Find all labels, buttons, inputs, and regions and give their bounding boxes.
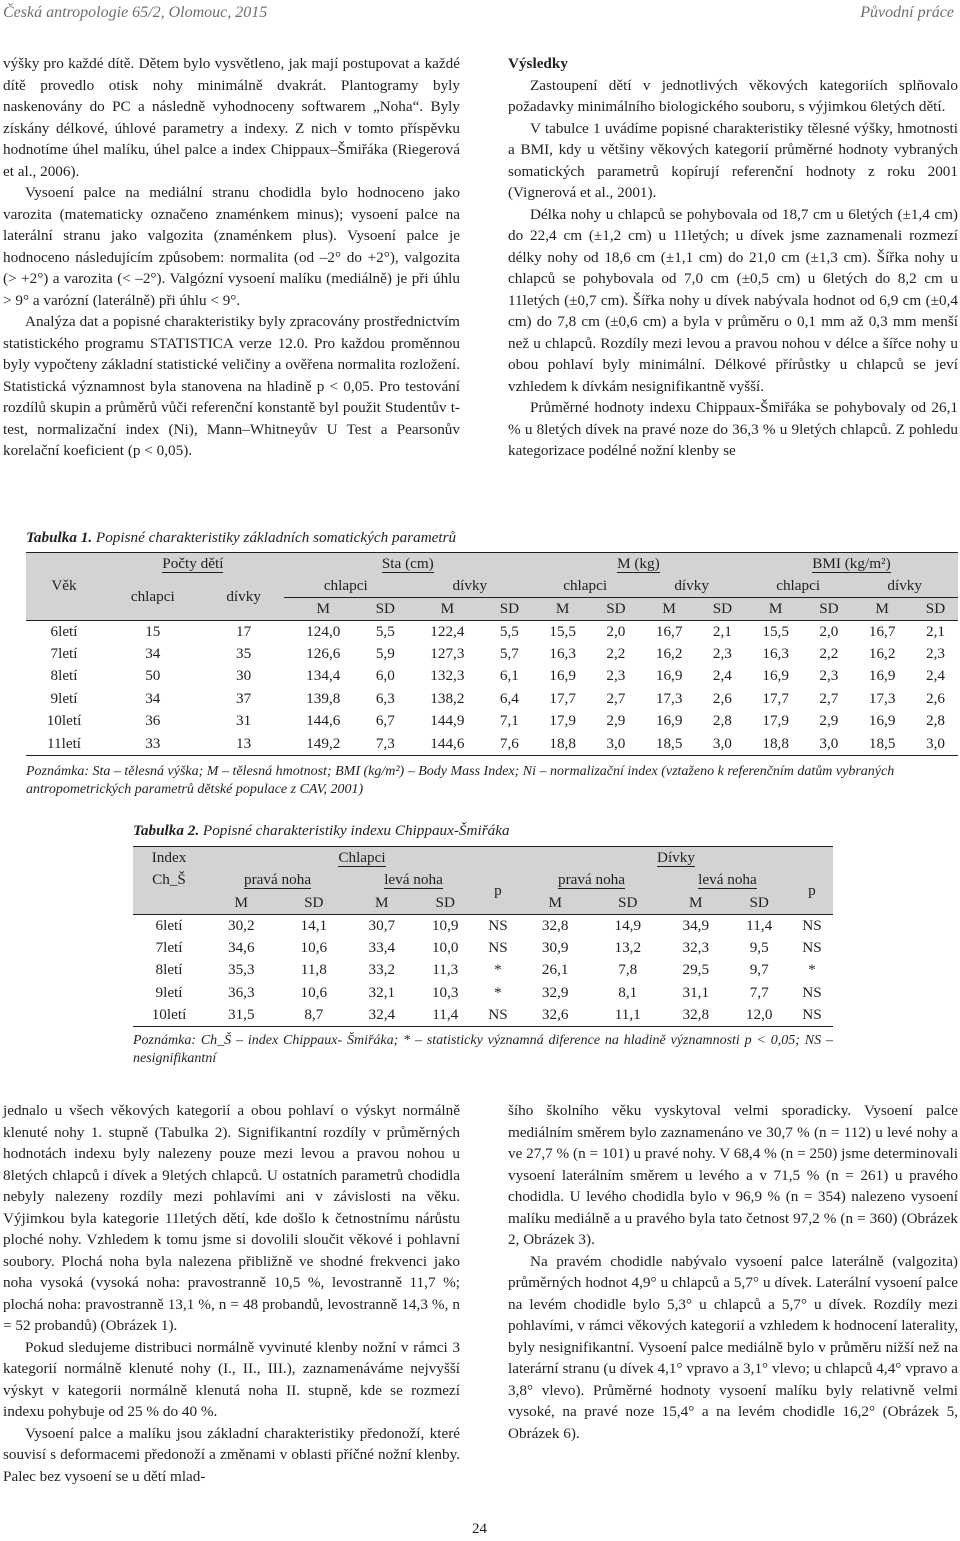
header-chlapci: chlapci bbox=[563, 577, 608, 594]
table2-body bbox=[133, 914, 833, 1027]
table-cell: 18,8 bbox=[532, 733, 594, 756]
table-cell: 2,8 bbox=[712, 712, 732, 730]
table-cell: 3,0 bbox=[593, 733, 638, 756]
table-cell: 17,9 bbox=[762, 712, 789, 730]
table-row bbox=[26, 710, 958, 733]
table-cell: 144,9 bbox=[430, 712, 465, 730]
row-label: 9letí bbox=[50, 689, 78, 707]
table-cell: 18,5 bbox=[638, 733, 700, 756]
header-divky: dívky bbox=[226, 588, 261, 606]
table-cell: 10,6 bbox=[300, 938, 328, 956]
table-cell: 18,5 bbox=[851, 733, 913, 756]
table-cell: 2,3 bbox=[819, 667, 839, 685]
bottom-left-column bbox=[3, 1100, 460, 1487]
table-cell: NS bbox=[802, 983, 822, 1001]
table2-caption-label: Tabulka 2. bbox=[133, 822, 200, 839]
section-label: Původní práce bbox=[860, 4, 954, 21]
row-label: 6letí bbox=[133, 914, 205, 937]
table-cell: 7,1 bbox=[499, 712, 519, 730]
table-cell: 32,4 bbox=[350, 1004, 413, 1027]
table-cell: 8,7 bbox=[278, 1004, 351, 1027]
table-cell: 2,8 bbox=[925, 712, 945, 730]
paragraph: Analýza dat a popisné charakteristiky byly zpracovány prostřednictvím statistického programu STATISTICA verze 12.0. Pro každou proměnnou byly vypočteny základní statistické veličiny a ověřena normalita rozložení. Statistická významnost byla stanovena na hladině p < 0,05. Pro testování rozdílů skupin a průměrů vůči referenční konstantě byl použit Studentův t-test, normalizační index (Ni), Mann–Whitneyův U Test a Pearsonův korelační koeficient (p < 0,05). bbox=[3, 313, 460, 459]
table-cell: 124,0 bbox=[284, 620, 363, 643]
header-m-stat: M bbox=[408, 598, 487, 621]
paragraph: Délka nohy u chlapců se pohybovala od 18,7 cm u 6letých (±1,4 cm) do 22,4 cm (±1,2 cm) u 11letých; u dívek jsme zaznamenali rozmezí délky nohy od 18,6 cm (±1,1 cm) do 21,0 cm (±1,3 cm). Šířka nohy u chlapců se pohybovala od 7,0 cm (±0,5 cm) u 6letých do 8,2 cm u 11letých (±0,7 cm). Šířka nohy u dívek nabývala hodnot od 6,9 cm (±0,4 cm) do 7,8 cm (±0,6 cm) a byla v průměru o 0,1 mm až 0,3 mm menší než u chlapců. Rozdíly mezi levou a pravou nohou v délce a šířce nohy u obou pohlaví byly minimální. Délkové přírůstky u chlapců se jeví vzhledem k dívkám nesignifikantně vyšší. bbox=[508, 205, 958, 395]
table-cell: 10,3 bbox=[431, 983, 459, 1001]
table-cell: 7,8 bbox=[618, 961, 638, 979]
table-cell: 17,7 bbox=[549, 689, 576, 707]
table-cell: 33,4 bbox=[368, 938, 396, 956]
header-m-stat: M bbox=[375, 893, 389, 911]
row-label: 9letí bbox=[155, 983, 183, 1001]
table-row bbox=[26, 688, 958, 711]
table-cell: 16,9 bbox=[655, 667, 683, 685]
table-cell: 34 bbox=[145, 644, 161, 662]
header-m-stat: M bbox=[745, 598, 807, 621]
table-cell: 34,9 bbox=[664, 914, 727, 937]
table-cell: 35 bbox=[236, 644, 252, 662]
table-cell: 16,2 bbox=[868, 644, 896, 662]
table-cell: 31,5 bbox=[205, 1004, 278, 1027]
table-cell: * bbox=[494, 983, 502, 1001]
table-cell: 50 bbox=[145, 667, 161, 685]
row-label: 10letí bbox=[133, 1004, 205, 1027]
table-cell: 144,6 bbox=[408, 733, 487, 756]
table-cell: 2,3 bbox=[712, 644, 732, 662]
table-cell: 2,9 bbox=[819, 712, 839, 730]
header-chlapci: Chlapci bbox=[205, 847, 519, 870]
table-cell: 17,9 bbox=[549, 712, 576, 730]
table-cell: 16,7 bbox=[851, 620, 913, 643]
table-cell: 11,4 bbox=[727, 914, 790, 937]
header-p: p bbox=[808, 882, 816, 900]
table-cell: 2,6 bbox=[925, 689, 945, 707]
table-cell: 7,6 bbox=[487, 733, 532, 756]
table-row bbox=[133, 959, 833, 982]
table-cell: 16,9 bbox=[655, 712, 683, 730]
table-cell: 33,2 bbox=[368, 961, 396, 979]
header-m-stat: M bbox=[284, 598, 363, 621]
header-m: M (kg) bbox=[532, 553, 745, 576]
table1-caption-text: Popisné charakteristiky základních somatických parametrů bbox=[95, 529, 457, 546]
header-divky: dívky bbox=[887, 577, 922, 594]
table-row bbox=[26, 643, 958, 666]
table-cell: NS bbox=[488, 938, 508, 956]
table-cell: 14,1 bbox=[278, 914, 351, 937]
header-prava-noha: pravá noha bbox=[244, 871, 312, 889]
table-cell: 18,8 bbox=[745, 733, 807, 756]
row-label: 11letí bbox=[26, 733, 102, 756]
table-cell: 33 bbox=[102, 733, 204, 756]
table1-caption-label: Tabulka 1. bbox=[26, 529, 93, 546]
table-cell: 2,4 bbox=[925, 667, 945, 685]
table-row bbox=[26, 665, 958, 688]
table-cell: NS bbox=[791, 914, 833, 937]
table-cell: 3,0 bbox=[913, 733, 958, 756]
table-cell: 32,3 bbox=[682, 938, 710, 956]
header-m-stat: M bbox=[638, 598, 700, 621]
top-left-column bbox=[3, 53, 460, 462]
table-cell: * bbox=[808, 961, 816, 979]
table-row bbox=[26, 620, 958, 643]
table-cell: 2,7 bbox=[606, 689, 626, 707]
table2-note: Poznámka: Ch_Š – index Chippaux- Šmiřáka; * – statisticky významná diference na hladině významnosti p < 0,05; NS – nesignifikantní bbox=[133, 1033, 833, 1066]
table-cell: 5,5 bbox=[363, 620, 408, 643]
header-m-stat: M bbox=[548, 893, 562, 911]
table-cell: 2,2 bbox=[819, 644, 839, 662]
table-cell: 2,4 bbox=[712, 667, 732, 685]
section-heading-results: Výsledky bbox=[508, 55, 568, 72]
paragraph: šího školního věku vyskytoval velmi sporadicky. Vysoení palce mediálním směrem bylo zaznamenáno ve 30,7 % (n = 112) u levé nohy a ve 27,7 % (n = 101) u pravé nohy. V 68,4 % (n = 250) jsme determinovali vysoení laterálním směrem u levého a v 71,5 % (n = 261) u pravého chodidla. U levého chodidla bylo v 96,9 % (n = 354) nalezeno vysoení malíku mediálně a u pravého byla tato četnost 97,2 % (n = 360) (Obrázek 2, Obrázek 3). bbox=[508, 1102, 958, 1248]
table1-caption bbox=[26, 529, 456, 547]
header-m-stat: M bbox=[234, 893, 249, 911]
table-cell: 31,1 bbox=[682, 983, 710, 1001]
top-right-column bbox=[508, 53, 958, 462]
header-sd-stat: SD bbox=[304, 893, 324, 911]
header-index: Index bbox=[133, 847, 205, 870]
table-cell: 138,2 bbox=[430, 689, 465, 707]
journal-title: Česká antropologie 65/2, Olomouc, 2015 bbox=[3, 4, 268, 21]
row-label: 10letí bbox=[46, 712, 82, 730]
table-cell: 2,3 bbox=[606, 667, 626, 685]
table-cell: 10,0 bbox=[431, 938, 459, 956]
header-sd-stat: SD bbox=[749, 893, 769, 911]
table-cell: 10,6 bbox=[300, 983, 328, 1001]
row-label: 7letí bbox=[50, 644, 78, 662]
table-cell: 132,3 bbox=[430, 667, 465, 685]
table-cell: 16,9 bbox=[868, 712, 896, 730]
table-cell: 30,2 bbox=[205, 914, 278, 937]
table-cell: 34 bbox=[145, 689, 161, 707]
header-m-stat: M bbox=[532, 598, 594, 621]
header-prava-noha: pravá noha bbox=[557, 871, 626, 889]
paragraph: Průměrné hodnoty indexu Chippaux-Šmiřáka se pohybovaly od 26,1 % u 8letých dívek na pravé noze do 36,3 % u 9letých chlapců. Z pohledu kategorizace podélné nožní klenby se bbox=[508, 399, 958, 459]
table-cell: * bbox=[494, 961, 502, 979]
header-sd-stat: SD bbox=[618, 893, 638, 911]
header-sd-stat: SD bbox=[593, 598, 638, 621]
table-cell: 16,2 bbox=[655, 644, 683, 662]
table-cell: 127,3 bbox=[430, 644, 465, 662]
header-leva-noha: levá noha bbox=[384, 871, 443, 889]
table-row bbox=[133, 1004, 833, 1027]
table-cell: 15,5 bbox=[532, 620, 594, 643]
table-cell: 9,5 bbox=[749, 938, 769, 956]
table-cell: 7,7 bbox=[749, 983, 769, 1001]
row-label: 6letí bbox=[26, 620, 102, 643]
paragraph: Na pravém chodidle nabývalo vysoení palce laterálně (valgozita) průměrných hodnot 4,9° u chlapců a 5,7° u dívek. Laterální vysoení palce na levém chodidle bylo 5,3° u chlapců a 5,7° u dívek. Rozdíly mezi pohlavími, v rámci věkových kategorií a vzhledem k hodnocení laterality, byly nesignifikantní. Vysoení palce mediálně bylo v průměru nižší než na laterární stranu (u dívek 4,1° vpravo a 3,1° vlevo; u chlapců 4,4° vpravo a 3,8° vlevo). Průměrné hodnoty vysoení malíku byly relativně velmi vysoké, na pravé noze 15,4° a na levém chodidle 16,2° (Obrázek 5, Obrázek 6). bbox=[508, 1252, 958, 1442]
header-divky: dívky bbox=[452, 577, 488, 594]
paragraph: Zastoupení dětí v jednotlivých věkových kategoriích splňovalo požadavky minimálního biologického souboru, s výjimkou 6letých dětí. bbox=[508, 76, 958, 115]
table-cell: 11,3 bbox=[432, 961, 459, 979]
row-label: 7letí bbox=[155, 938, 183, 956]
table-cell: 30 bbox=[236, 667, 252, 685]
header-vek: Věk bbox=[26, 553, 102, 621]
table-cell: 16,3 bbox=[549, 644, 576, 662]
table-cell: NS bbox=[791, 1004, 833, 1027]
table-cell: 11,1 bbox=[591, 1004, 664, 1027]
table-cell: 13,2 bbox=[614, 938, 642, 956]
table-cell: NS bbox=[477, 1004, 519, 1027]
header-leva-noha: levá noha bbox=[698, 871, 757, 889]
header-m-stat: M bbox=[689, 893, 703, 911]
table-cell: 32,6 bbox=[519, 1004, 592, 1027]
header-chlapci: chlapci bbox=[130, 588, 175, 606]
table-cell: 17,3 bbox=[868, 689, 896, 707]
table-cell: 17,3 bbox=[655, 689, 683, 707]
row-label: 8letí bbox=[155, 961, 183, 979]
table-cell: 2,6 bbox=[712, 689, 732, 707]
header-chlapci: chlapci bbox=[776, 577, 821, 594]
table-cell: 10,9 bbox=[414, 914, 477, 937]
table-cell: 36,3 bbox=[227, 983, 255, 1001]
table-cell: 36 bbox=[145, 712, 161, 730]
table1-body bbox=[26, 620, 958, 755]
header-p: p bbox=[494, 882, 502, 900]
paragraph: Pokud sledujeme distribuci normálně vyvinuté klenby nožní v rámci 3 kategorií normálně klenuté nohy (I., II., III.), zaznamenáváme nejvyšší výskyt v kategorii normálně klenutá noha II. stupně, kde se rozmezí indexu pohybuje od 25 % do 40 %. bbox=[3, 1338, 460, 1420]
table-cell: 2,2 bbox=[606, 644, 626, 662]
header-divky: Dívky bbox=[519, 847, 833, 870]
table-cell: 6,3 bbox=[375, 689, 395, 707]
table-cell: 122,4 bbox=[408, 620, 487, 643]
bottom-right-column bbox=[508, 1100, 958, 1444]
table-cell: 3,0 bbox=[700, 733, 745, 756]
table-cell: 6,7 bbox=[375, 712, 395, 730]
table-cell: 15 bbox=[102, 620, 204, 643]
table-cell: 13 bbox=[204, 733, 284, 756]
table-cell: 2,3 bbox=[925, 644, 945, 662]
table-cell: 37 bbox=[236, 689, 252, 707]
paragraph: V tabulce 1 uvádíme popisné charakteristiky tělesné výšky, hmotnosti a BMI, kdy u většiny věkových kategorií průměrné hodnoty vybraných somatických parametrů kopírují referenční hodnoty z roku 2001 (Vignerová et al., 2001). bbox=[508, 119, 958, 201]
table-cell: 14,9 bbox=[591, 914, 664, 937]
header-sd-stat: SD bbox=[806, 598, 851, 621]
table-cell: 6,0 bbox=[375, 667, 395, 685]
table2 bbox=[133, 846, 833, 1027]
header-sd-stat: SD bbox=[363, 598, 408, 621]
header-chs: Ch_Š bbox=[152, 871, 186, 889]
table-cell: 30,9 bbox=[541, 938, 569, 956]
table1 bbox=[26, 552, 958, 756]
table-cell: 32,8 bbox=[519, 914, 592, 937]
table-cell: 2,0 bbox=[806, 620, 851, 643]
header-divky: dívky bbox=[674, 577, 709, 594]
paragraph: Vysoení palce na mediální stranu chodidla bylo hodnoceno jako varozita (matematicky označeno znaménkem minus); vysoení palce na laterální stranu jako valgozita (znaménkem plus). Vysoení palce je hodnoceno následujícím způsobem: normalita (od –2° do +2°), valgozita (> +2°) a varozita (< –2°). Valgózní vysoení malíku (mediálně) je při úhlu > 9° a varózní (laterálně) při úhlu < 9°. bbox=[3, 184, 460, 309]
header-sd-stat: SD bbox=[487, 598, 532, 621]
table-cell: 31 bbox=[236, 712, 252, 730]
table-cell: 7,3 bbox=[363, 733, 408, 756]
table-cell: 6,1 bbox=[499, 667, 519, 685]
table-cell: 144,6 bbox=[306, 712, 341, 730]
header-empty bbox=[133, 892, 205, 915]
table-cell: 15,5 bbox=[745, 620, 807, 643]
table-cell: 8,1 bbox=[618, 983, 638, 1001]
header-bmi: BMI (kg/m²) bbox=[745, 553, 958, 576]
table-cell: 149,2 bbox=[284, 733, 363, 756]
table-cell: 16,9 bbox=[868, 667, 896, 685]
table-cell: 16,7 bbox=[638, 620, 700, 643]
table-row bbox=[26, 733, 958, 756]
table-cell: 16,3 bbox=[762, 644, 789, 662]
table-cell: 2,1 bbox=[700, 620, 745, 643]
table-cell: 134,4 bbox=[306, 667, 341, 685]
table-cell: 32,1 bbox=[368, 983, 396, 1001]
table-cell: 9,7 bbox=[749, 961, 769, 979]
table-cell: 11,4 bbox=[414, 1004, 477, 1027]
header-m-stat: M bbox=[851, 598, 913, 621]
page-number: 24 bbox=[472, 1521, 487, 1537]
table-cell: 16,9 bbox=[549, 667, 576, 685]
paragraph: jednalo u všech věkových kategorií a obou pohlaví o výskyt normálně klenuté nohy 1. stupně (Tabulka 2). Signifikantní rozdíly v průměrných hodnotách indexu byly nalezeny pouze mezi levou a pravou nohou u 8letých chlapců i dívek a 9letých chlapců. U ostatních parametrů chodidla nebyly nalezeny rozdíly mezi pohlavími ani v závislosti na věku. Výjimkou byla kategorie 11letých dětí, kde došlo k četnostnímu nárůstu ploché nohy. Vzhledem k tomu jsme si dovolili sloučit věkové i pohlavní soubory. Plochá noha byla nalezena přibližně ve shodné frekvenci jako noha vysoká (vysoká noha: pravostranně 10,5 %, levostranně 11,7 %; plochá noha: pravostranně 13,1 %, n = 48 probandů, levostranně 14,3 %, n = 52 probandů) (Obrázek 1). bbox=[3, 1102, 460, 1334]
table-cell: 126,6 bbox=[306, 644, 341, 662]
table-cell: 11,8 bbox=[300, 961, 327, 979]
header-sta: Sta (cm) bbox=[284, 553, 532, 576]
header-sd-stat: SD bbox=[700, 598, 745, 621]
table-cell: 16,9 bbox=[762, 667, 789, 685]
paragraph: Vysoení palce a malíku jsou základní charakteristiky předonoží, které souvisí s deformacemi předonoží a změnami v oblasti příčné nožní klenby. Palec bez vysoení se u dětí mlad- bbox=[3, 1424, 460, 1485]
table-cell: 5,5 bbox=[487, 620, 532, 643]
header-pocty: Počty dětí bbox=[102, 553, 284, 576]
table-cell: 30,7 bbox=[350, 914, 413, 937]
table-cell: 17 bbox=[204, 620, 284, 643]
table-cell: 12,0 bbox=[727, 1004, 790, 1027]
page-header bbox=[0, 4, 960, 26]
table-cell: 5,9 bbox=[375, 644, 395, 662]
table-row bbox=[133, 937, 833, 960]
table-cell: NS bbox=[477, 914, 519, 937]
header-sd-stat: SD bbox=[913, 598, 958, 621]
paragraph: výšky pro každé dítě. Dětem bylo vysvětleno, jak mají postupovat a každé dítě provedlo otisk nohy minimálně dvakrát. Plantogramy byly naskenovány do PC a následně vyhodnoceny softwarem „Noha“. Byly získány délkové, úhlové parametry a indexy. Z nich v tomto příspěvku hodnotíme úhel malíku, úhel palce a index Chippaux–Šmiřáka (Riegerová et al., 2006). bbox=[3, 55, 460, 180]
table2-caption-text: Popisné charakteristiky indexu Chippaux-Šmiřáka bbox=[202, 822, 510, 839]
table-row bbox=[133, 914, 833, 937]
table-cell: 2,1 bbox=[913, 620, 958, 643]
row-label: 8letí bbox=[50, 667, 78, 685]
table-cell: 2,7 bbox=[819, 689, 839, 707]
table1-note: Poznámka: Sta – tělesná výška; M – tělesná hmotnost; BMI (kg/m²) – Body Mass Index; Ni – normalizační index (vztaženo k referenčním datům vybraných antropometrických parametrů dětské populace z CAV, 2001) bbox=[26, 764, 895, 797]
table-row bbox=[133, 982, 833, 1005]
table-cell: 139,8 bbox=[306, 689, 341, 707]
table-cell: 34,6 bbox=[227, 938, 255, 956]
table-cell: NS bbox=[802, 938, 822, 956]
table-cell: 35,3 bbox=[227, 961, 255, 979]
table-cell: 2,0 bbox=[593, 620, 638, 643]
table-cell: 3,0 bbox=[806, 733, 851, 756]
table-cell: 32,9 bbox=[541, 983, 569, 1001]
table2-caption bbox=[133, 822, 510, 840]
table-cell: 6,4 bbox=[499, 689, 519, 707]
table-cell: 29,5 bbox=[682, 961, 710, 979]
table-cell: 26,1 bbox=[541, 961, 569, 979]
table-cell: 5,7 bbox=[499, 644, 519, 662]
table-cell: 17,7 bbox=[762, 689, 789, 707]
header-chlapci: chlapci bbox=[323, 577, 368, 594]
header-sd-stat: SD bbox=[435, 893, 455, 911]
table-cell: 2,9 bbox=[606, 712, 626, 730]
table-cell: 32,8 bbox=[664, 1004, 727, 1027]
